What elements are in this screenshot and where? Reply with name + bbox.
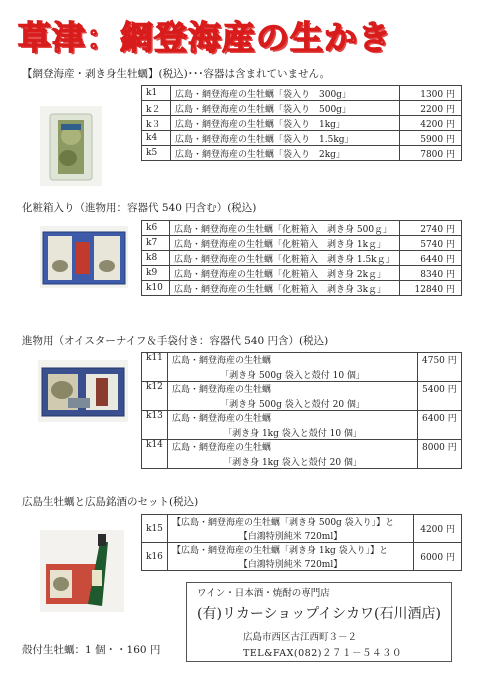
item-description: 広島・網登海産の生牡蠣「化粧箱入 剥き身 2kｇ」	[170, 266, 400, 281]
table-row	[142, 515, 462, 543]
table-row	[142, 221, 462, 236]
item-description: 広島・網登海産の生牡蠣「袋入り 2kg」	[171, 146, 400, 161]
item-code: k8	[142, 251, 170, 266]
table-row	[142, 101, 462, 116]
item-description-line1: 広島・網登海産の生牡蠣	[172, 414, 272, 424]
item-description: 広島・網登海産の生牡蠣「化粧箱入 剥き身 1kｇ」	[170, 236, 400, 251]
table-row	[142, 131, 462, 146]
item-description	[168, 411, 418, 440]
product-photo-loose	[40, 106, 102, 186]
table-row	[142, 251, 462, 266]
shop-tagline: ワイン・日本酒・焼酎の専門店	[197, 588, 330, 599]
item-description: 広島・網登海産の生牡蠣「袋入り 300g」	[171, 86, 400, 101]
item-price: 8340 円	[400, 266, 462, 281]
item-description-line1: 広島・網登海産の生牡蠣	[172, 443, 272, 453]
item-description-line1: 【広島・網登海産の生牡蠣「剥き身 1kg 袋入り」】と	[172, 546, 389, 556]
item-code: k２	[142, 101, 171, 116]
item-code: k３	[142, 116, 171, 131]
item-description: 広島・網登海産の生牡蠣「化粧箱入 剥き身 1.5kｇ」	[170, 251, 400, 266]
table-row	[142, 86, 462, 101]
table-row	[142, 266, 462, 281]
item-description: 広島・網登海産の生牡蠣「化粧箱入 剥き身 500ｇ」	[170, 221, 400, 236]
item-description-line1: 広島・網登海産の生牡蠣	[172, 356, 272, 366]
item-price: 5400 円	[418, 382, 462, 411]
item-description-line2: 【白鴻特別純米 720ml】	[238, 532, 343, 542]
item-price: 7800 円	[400, 146, 462, 161]
item-description-line2: 【白鴻特別純米 720ml】	[238, 560, 343, 570]
item-price: 12840 円	[400, 281, 462, 296]
item-code: k11	[142, 353, 168, 382]
item-description	[168, 515, 414, 543]
table-row	[142, 440, 462, 469]
product-photo-sake-set	[40, 530, 124, 612]
item-price: 5900 円	[400, 131, 462, 146]
item-description	[168, 543, 414, 571]
table-row	[142, 281, 462, 296]
price-table-loose	[141, 85, 462, 161]
item-code: k9	[142, 266, 170, 281]
item-price: 4200 円	[414, 515, 462, 543]
shop-address: 広島市西区古江西町３－２	[243, 632, 358, 643]
item-code: k13	[142, 411, 168, 440]
item-code: k16	[142, 543, 168, 571]
shop-info-box	[186, 582, 452, 662]
table-row	[142, 411, 462, 440]
item-code: k6	[142, 221, 170, 236]
price-table-sake-set	[141, 514, 462, 571]
item-description: 広島・網登海産の生牡蠣「化粧箱入 剥き身 3kｇ」	[170, 281, 400, 296]
item-description-line2: 「剥き身 500g 袋入と殻付 10 個」	[220, 371, 365, 381]
table-row	[142, 543, 462, 571]
price-table-gift-box	[141, 220, 462, 296]
item-description	[168, 353, 418, 382]
section-caption-sake-set: 広島生牡蠣と広島銘酒のセット(税込)	[22, 496, 199, 508]
item-description: 広島・網登海産の生牡蠣「袋入り 500g」	[171, 101, 400, 116]
item-code: k1	[142, 86, 171, 101]
table-row	[142, 236, 462, 251]
item-price: 6440 円	[400, 251, 462, 266]
item-description	[168, 382, 418, 411]
item-description-line2: 「剥き身 1kg 袋入と殻付 10 個」	[223, 429, 362, 439]
section-caption-knife-set: 進物用（オイスターナイフ＆手袋付き：容器代 540 円含）(税込)	[22, 335, 329, 347]
item-code: k12	[142, 382, 168, 411]
item-description-line2: 「剥き身 500g 袋入と殻付 20 個」	[220, 400, 365, 410]
table-row	[142, 353, 462, 382]
item-description: 広島・網登海産の生牡蠣「袋入り 1.5kg」	[171, 131, 400, 146]
table-row	[142, 382, 462, 411]
section-caption-gift-box: 化粧箱入り（進物用：容器代 540 円含む）(税込)	[22, 202, 257, 214]
item-code: k7	[142, 236, 170, 251]
item-description-line1: 【広島・網登海産の生牡蠣「剥き身 500g 袋入り」】と	[172, 518, 395, 528]
item-description-line2: 「剥き身 1kg 袋入と殻付 20 個」	[223, 458, 362, 468]
item-code: k4	[142, 131, 171, 146]
item-price: 4750 円	[418, 353, 462, 382]
shop-name: (有)リカーショップイシカワ(石川酒店)	[197, 606, 441, 622]
shop-tel: TEL&FAX(082)２７１－５４３０	[243, 648, 402, 659]
item-code: k15	[142, 515, 168, 543]
item-price: 2200 円	[400, 101, 462, 116]
product-photo-gift-box	[40, 226, 128, 288]
item-price: 6000 円	[414, 543, 462, 571]
item-price: 6400 円	[418, 411, 462, 440]
item-code: k5	[142, 146, 171, 161]
item-price: 4200 円	[400, 116, 462, 131]
item-price: 2740 円	[400, 221, 462, 236]
item-price: 5740 円	[400, 236, 462, 251]
item-code: k10	[142, 281, 170, 296]
page-title: 草津：網登海産の生かき	[18, 18, 392, 57]
item-price: 1300 円	[400, 86, 462, 101]
item-description-line1: 広島・網登海産の生牡蠣	[172, 385, 272, 395]
table-row	[142, 116, 462, 131]
section-caption-loose: 【網登海産・剥き身生牡蠣】(税込)･･･容器は含まれていません。	[22, 68, 331, 80]
item-code: k14	[142, 440, 168, 469]
price-table-knife-set	[141, 352, 462, 469]
product-photo-knife-set	[38, 360, 128, 422]
shell-oyster-price: 殻付生牡蠣：1 個・・160 円	[22, 644, 161, 656]
item-description: 広島・網登海産の生牡蠣「袋入り 1kg」	[171, 116, 400, 131]
item-description	[168, 440, 418, 469]
table-row	[142, 146, 462, 161]
item-price: 8000 円	[418, 440, 462, 469]
